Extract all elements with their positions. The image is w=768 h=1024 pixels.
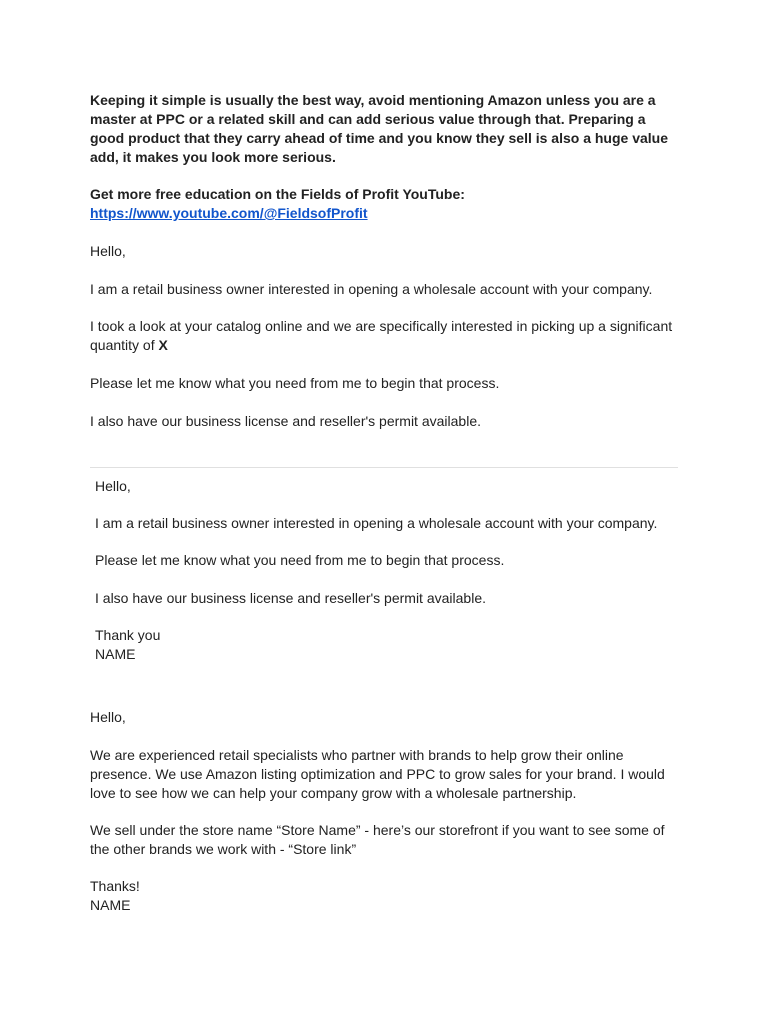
template2-greeting: Hello, [95, 478, 131, 494]
template1-line2-text: I took a look at your catalog online and we are specifically interested in picking up a significant quantity of [90, 318, 673, 353]
template1-line2 [90, 317, 680, 355]
template3-greeting: Hello, [90, 709, 126, 725]
template3-line2: We sell under the store name “Store Name” - here’s our storefront if you want to see some of the other brands we work with - “Store link” [90, 822, 665, 857]
template2-signoff: Thank you [95, 627, 161, 643]
template1-greeting: Hello, [90, 243, 126, 259]
template3-signoff: Thanks! [90, 878, 140, 894]
youtube-link[interactable]: https://www.youtube.com/@FieldsofProfit [90, 205, 368, 221]
template1-line3: Please let me know what you need from me to begin that process. [90, 375, 500, 391]
section-divider [90, 467, 678, 468]
template1-line1: I am a retail business owner interested in opening a wholesale account with your company. [90, 281, 653, 297]
template3-line1: We are experienced retail specialists who partner with brands to help grow their online presence. We use Amazon listing optimization and PPC to grow sales for your brand. I would love to see how we can help your company grow with a wholesale partnership. [90, 747, 665, 801]
template2-line1: I am a retail business owner interested in opening a wholesale account with your company. [95, 515, 658, 531]
youtube-link-line [90, 204, 680, 223]
template2-line3: I also have our business license and reseller's permit available. [95, 590, 486, 606]
template3-name: NAME [90, 897, 131, 913]
template2-line2: Please let me know what you need from me to begin that process. [95, 552, 505, 568]
template1-product-placeholder: X [158, 337, 168, 353]
intro-tip: Keeping it simple is usually the best way, avoid mentioning Amazon unless you are a master at PPC or a related skill and can add serious value through that. Preparing a good product that they carry ahead of time and you know they sell is also a huge value add, it makes you look more serious. [90, 92, 669, 165]
template1-line4: I also have our business license and reseller's permit available. [90, 413, 481, 429]
template2-name: NAME [95, 646, 136, 662]
education-label: Get more free education on the Fields of Profit YouTube: [90, 186, 465, 202]
